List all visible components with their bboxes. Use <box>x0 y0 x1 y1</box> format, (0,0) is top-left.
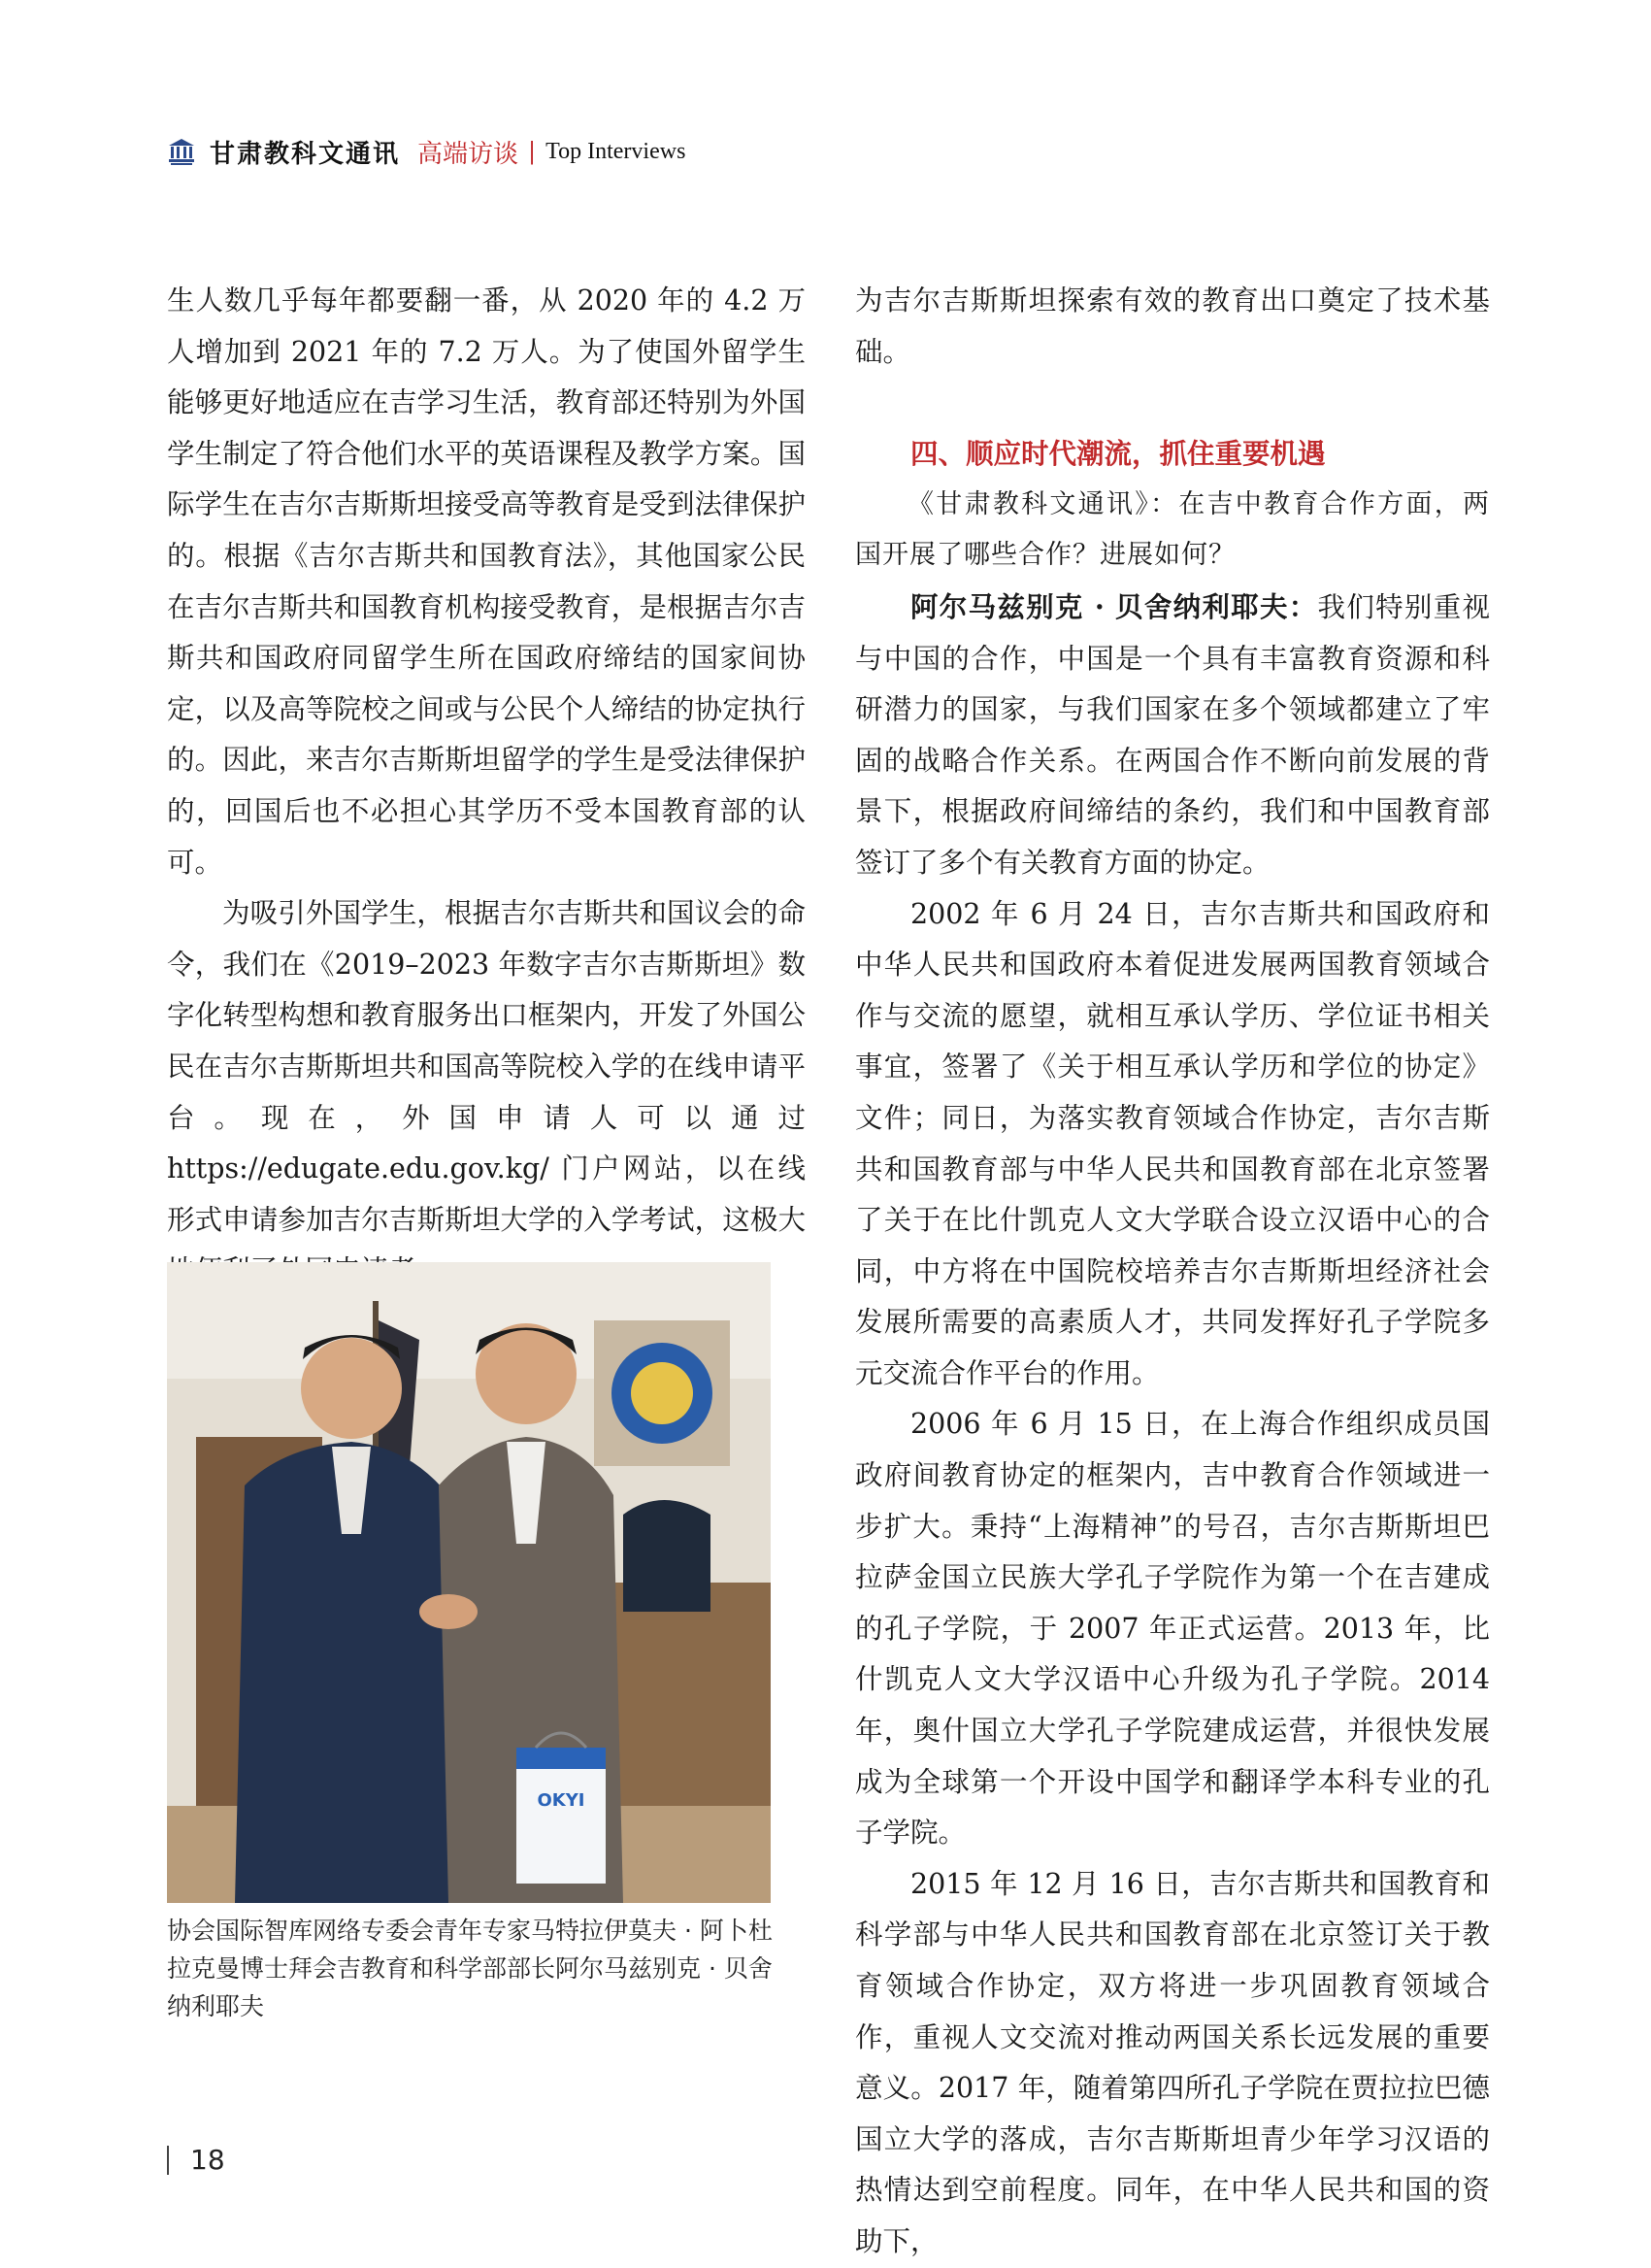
right-column <box>855 276 1490 2268</box>
bag-label: OKYI <box>537 1790 585 1811</box>
page-header <box>167 134 685 169</box>
meeting-photo <box>167 1262 771 1903</box>
handshake-photo-illustration <box>167 1262 771 1903</box>
publication-name: 甘肃教科文通讯 <box>210 139 401 169</box>
spacer <box>855 378 1490 428</box>
paragraph: 2015 年 12 月 16 日，吉尔吉斯共和国教育和科学部与中华人民共和国教育部在北京签订关于教育领域合作协定，双方将进一步巩固教育领域合作，重视人文交流对推动两国关系长远发展的重要意义。2017 年，随着第四所孔子学院在贾拉拉巴德国立大学的落成，吉尔吉斯斯坦青少年学习汉语的热情达到空前程度。同年，在中华人民共和国的资助下， <box>855 1867 1490 2257</box>
paragraph: 2006 年 6 月 15 日，在上海合作组织成员国政府间教育协定的框架内，吉中教育合作领域进一步扩大。秉持“上海精神”的号召，吉尔吉斯斯坦巴拉萨金国立民族大学孔子学院作为第一个在吉建成的孔子学院，于 2007 年正式运营。2013 年，比什凯克人文大学汉语中心升级为孔子学院。2014 年，奥什国立大学孔子学院建成运营，并很快发展成为全球第一个开设中国学和翻译学本科专业的孔子学院。 <box>855 1408 1490 1850</box>
speaker-name: 阿尔马兹别克 · 贝舍纳利耶夫： <box>910 589 1318 623</box>
paragraph: 生人数几乎每年都要翻一番，从 2020 年的 4.2 万人增加到 2021 年的 7.2 万人。为了使国外留学生能够更好地适应在吉学习生活，教育部还特别为外国学生制定了符合他们水平的英语课程及教学方案。国际学生在吉尔吉斯斯坦接受高等教育是受到法律保护的。根据《吉尔吉斯共和国教育法》，其他国家公民在吉尔吉斯共和国教育机构接受教育，是根据吉尔吉斯共和国政府同留学生所在国政府缔结的国家间协定，以及高等院校之间或与公民个人缔结的协定执行的。因此，来吉尔吉斯斯坦留学的学生是受法律保护的，回国后也不必担心其学历不受本国教育部的认可。 <box>167 284 806 879</box>
answer-text: 我们特别重视与中国的合作，中国是一个具有丰富教育资源和科研潜力的国家，与我们国家在多个领域都建立了牢固的战略合作关系。在两国合作不断向前发展的背景下，根据政府间缔结的条约，我们和中国教育部签订了多个有关教育方面的协定。 <box>855 590 1490 879</box>
paragraph: 2002 年 6 月 24 日，吉尔吉斯共和国政府和中华人民共和国政府本着促进发展两国教育领域合作与交流的愿望，就相互承认学历、学位证书相关事宜，签署了《关于相互承认学历和学位的协定》文件；同日，为落实教育领域合作协定，吉尔吉斯共和国教育部与中华人民共和国教育部在北京签署了关于在比什凯克人文大学联合设立汉语中心的合同，中方将在中国院校培养吉尔吉斯斯坦经济社会发展所需要的高素质人才，共同发挥好孔子学院多元交流合作平台的作用。 <box>855 897 1490 1389</box>
section-name-cn: 高端访谈 <box>417 139 519 169</box>
section-name-en: Top Interviews <box>545 138 686 164</box>
left-column <box>167 276 806 1297</box>
page-number: 18 <box>190 2144 225 2176</box>
section-separator: | <box>528 138 537 165</box>
paragraph: 为吸引外国学生，根据吉尔吉斯共和国议会的命令，我们在《2019–2023 年数字吉尔吉斯斯坦》数字化转型构想和教育服务出口框架内，开发了外国公民在吉尔吉斯斯坦共和国高等院校入学的在线申请平台。现在，外国申请人可以通过 https://edugate.edu.gov.kg/ 门户网站，以在线形式申请参加吉尔吉斯斯坦大学的入学考试，这极大 <box>167 897 806 1236</box>
footer-divider <box>167 2146 169 2175</box>
interview-answer <box>855 582 1490 889</box>
photo-caption: 协会国际智库网络专委会青年专家马特拉伊莫夫 · 阿卜杜拉克曼博士拜会吉教育和科学部部长阿尔马兹别克 · 贝舍纳利耶夫 <box>167 1917 773 2020</box>
section-heading: 四、顺应时代潮流，抓住重要机遇 <box>910 437 1326 471</box>
institution-logo-icon <box>167 137 196 166</box>
interview-question: 《甘肃教科文通讯》：在吉中教育合作方面，两国开展了哪些合作？进展如何？ <box>855 488 1490 571</box>
paragraph: 为吉尔吉斯斯坦探索有效的教育出口奠定了技术基础。 <box>855 284 1490 368</box>
